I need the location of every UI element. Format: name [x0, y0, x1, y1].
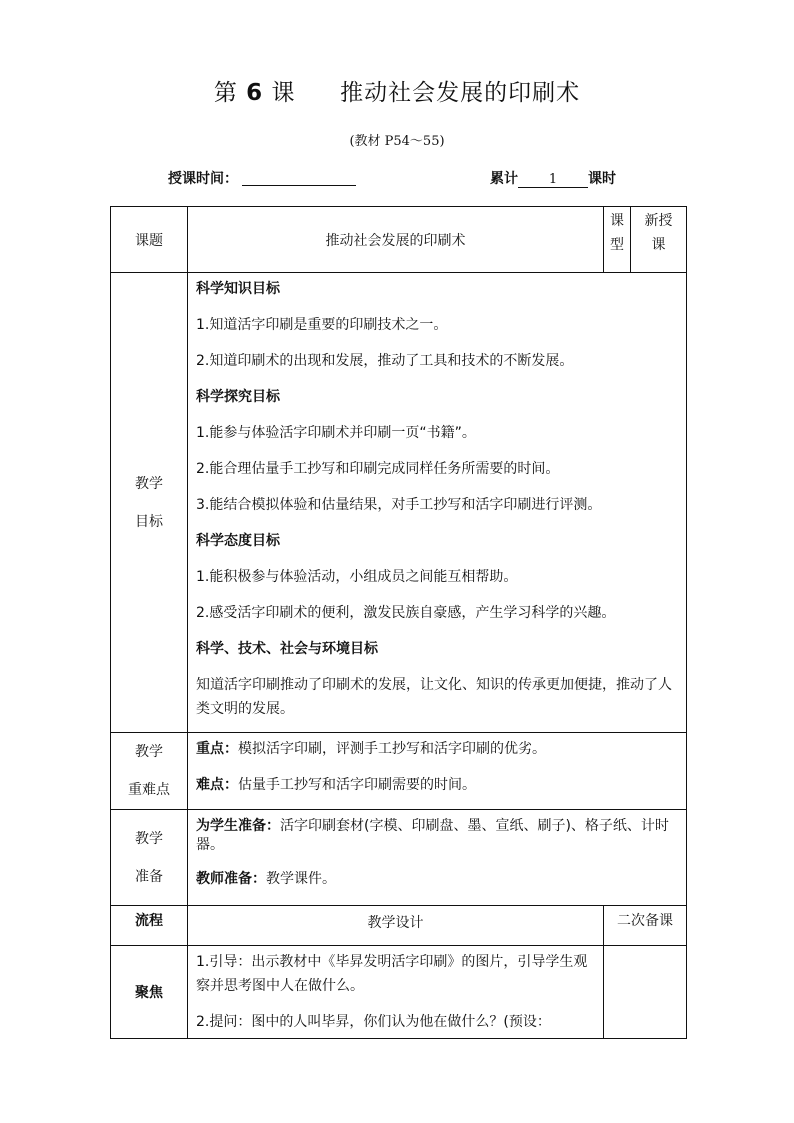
stse-item-1: 知道活字印刷推动了印刷术的发展，让文化、知识的传承更加便捷，推动了人类文明的发展。 — [196, 677, 672, 717]
keypoints-label-line-2: 重难点 — [128, 782, 170, 798]
student-preparation-text: 活字印刷套材(字模、印刷盘、墨、宣纸、刷子)、格子纸、计时器。 — [196, 818, 669, 853]
type-label-line-1: 课 — [610, 213, 624, 229]
difficult-point-label: 难点： — [196, 777, 238, 793]
preparation-label — [111, 810, 188, 906]
lesson-title — [0, 74, 794, 107]
focus-backup-notes — [604, 946, 687, 1039]
focus-row — [111, 946, 687, 1039]
flow-header: 流程 — [111, 906, 188, 946]
inquiry-item-1: 1.能参与体验活字印刷术并印刷一页“书籍”。 — [196, 425, 476, 441]
design-header: 教学设计 — [188, 906, 604, 946]
knowledge-item-2: 2.知道印刷术的出现和发展，推动了工具和技术的不断发展。 — [196, 353, 574, 369]
lesson-meta — [168, 168, 628, 188]
key-point-text: 模拟活字印刷，评测手工抄写和活字印刷的优劣。 — [238, 741, 546, 757]
lesson-number-suffix: 课 — [271, 80, 296, 106]
topic-value: 推动社会发展的印刷术 — [188, 207, 604, 273]
difficult-point-text: 估量手工抄写和活字印刷需要的时间。 — [238, 777, 476, 793]
total-suffix: 课时 — [588, 171, 616, 187]
topic-row — [111, 207, 687, 273]
focus-step-1: 1.引导：出示教材中《毕昇发明活字印刷》的图片，引导学生观察并思考图中人在做什么。 — [196, 954, 588, 994]
knowledge-heading: 科学知识目标 — [196, 281, 280, 297]
topic-label: 课题 — [111, 207, 188, 273]
goals-row — [111, 273, 687, 733]
key-point-label: 重点： — [196, 741, 238, 757]
backup-header: 二次备课 — [604, 906, 687, 946]
goals-label-line-2: 目标 — [135, 513, 163, 530]
preparation-row — [111, 810, 687, 906]
type-label-line-2: 型 — [610, 237, 624, 253]
knowledge-item-1: 1.知道活字印刷是重要的印刷技术之一。 — [196, 317, 448, 333]
type-label — [604, 207, 631, 273]
student-preparation — [196, 817, 678, 855]
goals-content — [188, 273, 687, 733]
inquiry-item-2: 2.能合理估量手工抄写和印刷完成同样任务所需要的时间。 — [196, 461, 560, 477]
focus-label: 聚焦 — [111, 946, 188, 1039]
difficult-point — [196, 773, 678, 797]
preparation-label-line-1: 教学 — [135, 830, 163, 847]
student-preparation-label: 为学生准备： — [196, 818, 280, 834]
lesson-number: 6 — [246, 80, 264, 106]
keypoints-row — [111, 733, 687, 810]
teaching-time-blank — [242, 171, 356, 186]
stse-heading: 科学、技术、社会与环境目标 — [196, 641, 378, 657]
lesson-plan-table — [110, 206, 687, 1039]
teacher-preparation-text: 教学课件。 — [266, 871, 336, 887]
keypoints-content — [188, 733, 687, 810]
lesson-title-text: 推动社会发展的印刷术 — [340, 80, 581, 106]
type-value-line-2: 课 — [651, 237, 666, 253]
preparation-label-line-2: 准备 — [135, 868, 163, 885]
textbook-reference: (教材 P54～55) — [349, 134, 445, 149]
type-value-line-1: 新授 — [644, 213, 673, 229]
attitude-heading: 科学态度目标 — [196, 533, 280, 549]
teacher-preparation — [196, 867, 678, 891]
focus-step-2: 2.提问：图中的人叫毕昇，你们认为他在做什么？(预设： — [196, 1014, 551, 1030]
design-header-row — [111, 906, 687, 946]
inquiry-item-3: 3.能结合模拟体验和估量结果，对手工抄写和活字印刷进行评测。 — [196, 497, 602, 513]
lesson-number-prefix: 第 — [213, 80, 238, 106]
attitude-item-2: 2.感受活字印刷术的便利，激发民族自豪感，产生学习科学的兴趣。 — [196, 605, 616, 621]
total-prefix: 累计 — [490, 171, 518, 187]
attitude-item-1: 1.能积极参与体验活动，小组成员之间能互相帮助。 — [196, 569, 518, 585]
goals-label-line-1: 教学 — [135, 475, 163, 492]
total-value: 1 — [518, 172, 588, 188]
type-value — [631, 207, 687, 273]
keypoints-label — [111, 733, 188, 810]
preparation-content — [188, 810, 687, 906]
key-point — [196, 737, 678, 761]
focus-content — [188, 946, 604, 1039]
goals-label — [111, 273, 188, 733]
keypoints-label-line-1: 教学 — [135, 744, 163, 760]
teaching-time-label: 授课时间： — [168, 171, 238, 187]
total-hours — [490, 168, 616, 188]
inquiry-heading: 科学探究目标 — [196, 389, 280, 405]
teacher-preparation-label: 教师准备： — [196, 871, 266, 887]
